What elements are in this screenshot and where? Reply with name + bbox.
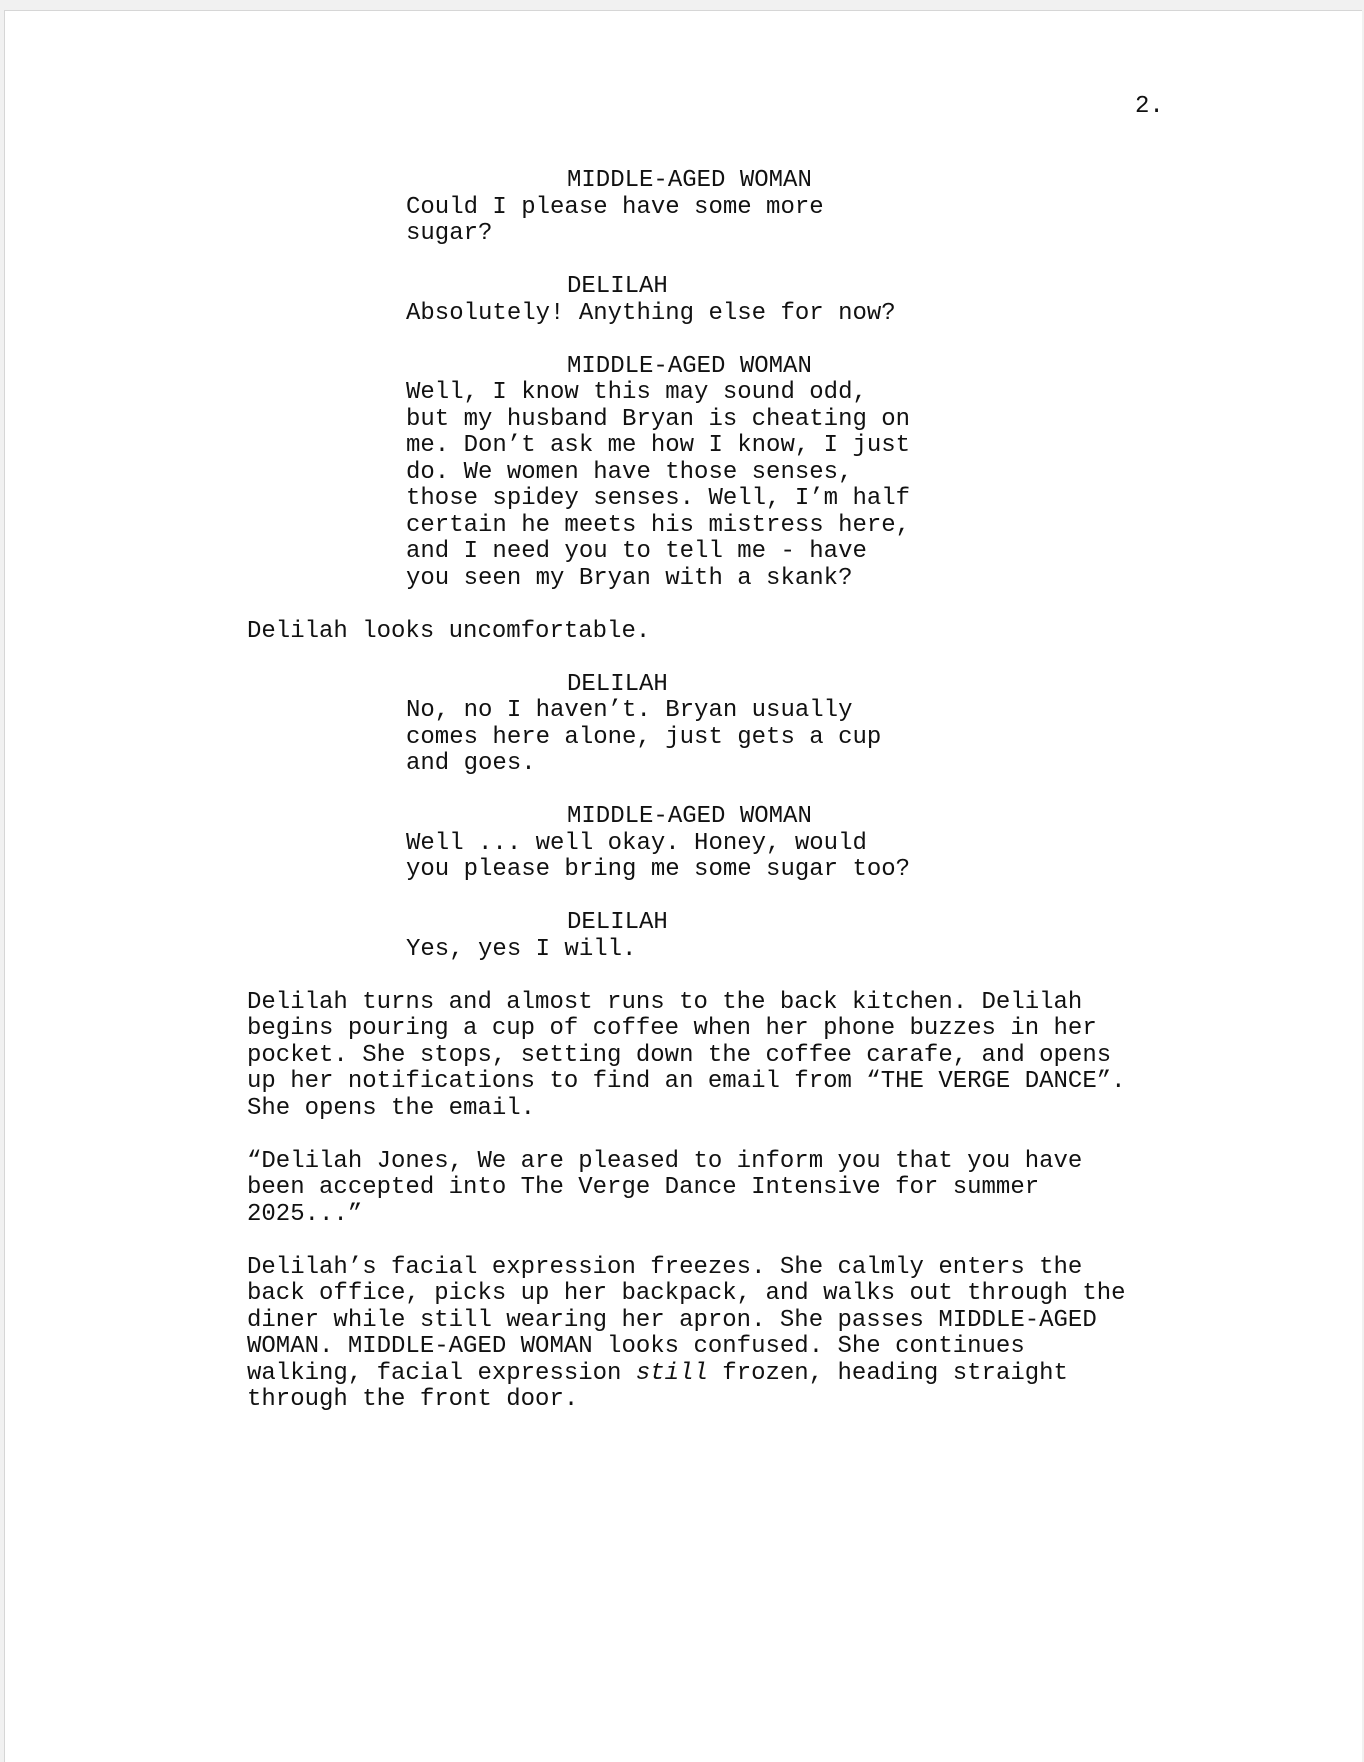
dialogue-block bbox=[247, 168, 1247, 248]
dialogue-line: me. Don’t ask me how I know, I just bbox=[406, 432, 911, 459]
action-block bbox=[247, 1255, 1247, 1414]
character-name: MIDDLE-AGED WOMAN bbox=[567, 167, 812, 194]
dialogue-block bbox=[247, 910, 1247, 963]
dialogue-line: and goes. bbox=[406, 750, 536, 777]
action-block bbox=[247, 990, 1247, 1123]
dialogue-line: you seen my Bryan with a skank? bbox=[406, 564, 853, 592]
dialogue-block bbox=[247, 804, 1247, 884]
dialogue-line: Well, I know this may sound odd, bbox=[406, 379, 867, 406]
action-line: back office, picks up her backpack, and walks out through the bbox=[247, 1280, 1126, 1307]
dialogue-line: Could I please have some more bbox=[406, 193, 824, 221]
character-name: DELILAH bbox=[567, 273, 668, 300]
emphasized-word: still bbox=[635, 1359, 708, 1387]
character-name: MIDDLE-AGED WOMAN bbox=[567, 352, 812, 380]
dialogue-line: Absolutely! Anything else for now? bbox=[406, 299, 896, 327]
dialogue-block bbox=[247, 274, 1247, 327]
action-text: frozen, heading straight bbox=[707, 1359, 1068, 1387]
action-line: Delilah’s facial expression freezes. She calmly enters the bbox=[247, 1253, 1083, 1281]
action-line: She opens the email. bbox=[247, 1094, 536, 1122]
action-block bbox=[247, 619, 1247, 646]
dialogue-line: but my husband Bryan is cheating on bbox=[406, 405, 911, 433]
action-line: been accepted into The Verge Dance Intensive for summer bbox=[247, 1174, 1040, 1201]
dialogue-line: do. We women have those senses, bbox=[406, 458, 853, 486]
script-content bbox=[247, 168, 1247, 1440]
action-line: diner while still wearing her apron. She passes MIDDLE-AGED bbox=[247, 1306, 1097, 1334]
dialogue-line: No, no I haven’t. Bryan usually bbox=[406, 697, 853, 724]
script-page bbox=[4, 10, 1362, 1762]
action-line: pocket. She stops, setting down the coffee carafe, and opens bbox=[247, 1041, 1112, 1069]
action-line: begins pouring a cup of coffee when her phone buzzes in her bbox=[247, 1015, 1097, 1042]
dialogue-line: certain he meets his mistress here, bbox=[406, 511, 911, 539]
action-line: “Delilah Jones, We are pleased to inform you that you have bbox=[247, 1147, 1083, 1175]
dialogue-line: you please bring me some sugar too? bbox=[406, 856, 911, 883]
dialogue-line: and I need you to tell me - have bbox=[406, 538, 867, 565]
dialogue-line: Well ... well okay. Honey, would bbox=[406, 829, 867, 857]
action-line-with-emphasis bbox=[247, 1361, 1247, 1388]
dialogue-line: those spidey senses. Well, I’m half bbox=[406, 485, 911, 512]
action-block bbox=[247, 1149, 1247, 1229]
dialogue-block bbox=[247, 354, 1247, 593]
character-name: MIDDLE-AGED WOMAN bbox=[567, 803, 812, 830]
dialogue-line: Yes, yes I will. bbox=[406, 935, 637, 963]
action-line: up her notifications to find an email from “THE VERGE DANCE”. bbox=[247, 1068, 1126, 1095]
dialogue-line: comes here alone, just gets a cup bbox=[406, 723, 882, 751]
action-line: through the front door. bbox=[247, 1386, 579, 1413]
character-name: DELILAH bbox=[567, 670, 668, 698]
page-number: 2. bbox=[1135, 93, 1164, 120]
action-line: Delilah turns and almost runs to the back kitchen. Delilah bbox=[247, 988, 1083, 1016]
character-name: DELILAH bbox=[567, 909, 668, 936]
action-line: Delilah looks uncomfortable. bbox=[247, 617, 651, 645]
action-line: WOMAN. MIDDLE-AGED WOMAN looks confused. She continues bbox=[247, 1333, 1025, 1360]
action-text: walking, facial expression bbox=[247, 1359, 636, 1387]
dialogue-block bbox=[247, 672, 1247, 778]
action-line: 2025...” bbox=[247, 1200, 363, 1228]
dialogue-line: sugar? bbox=[406, 220, 493, 247]
